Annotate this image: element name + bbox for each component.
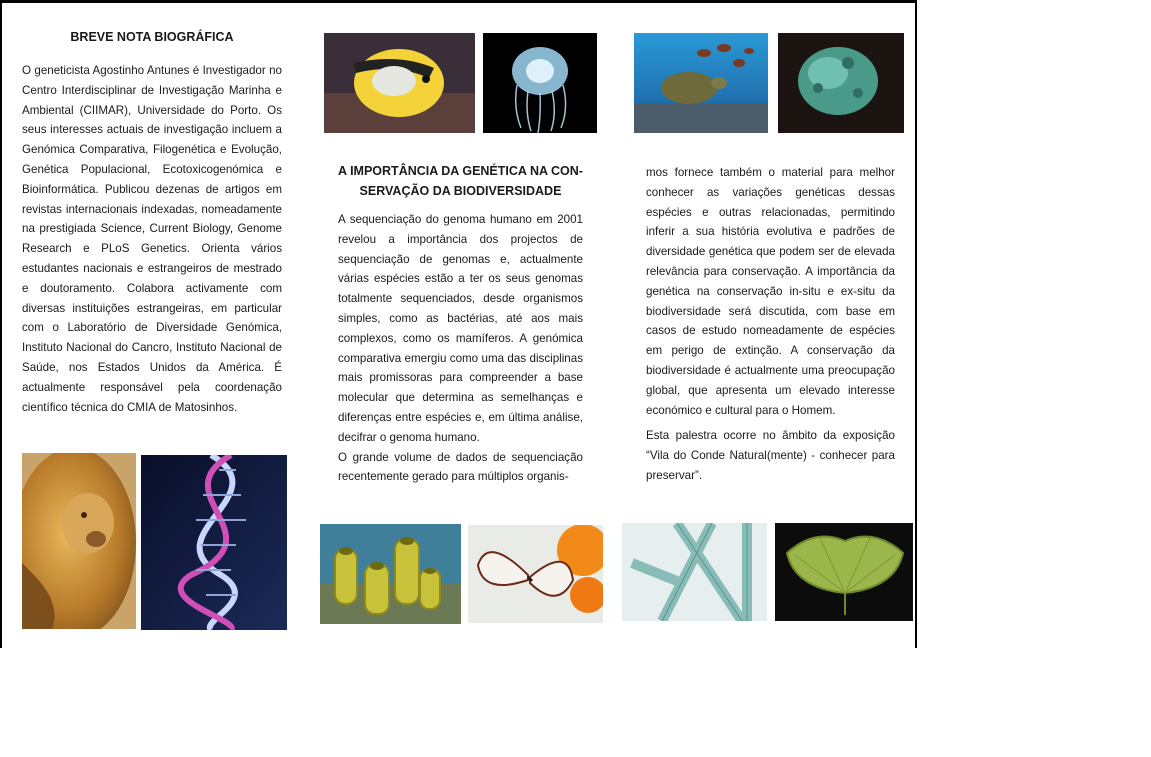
sea-turtle-photo: [634, 33, 768, 133]
article-title-line1: A IMPORTÂNCIA DA GENÉTICA NA CON-: [338, 164, 583, 178]
fish-photo: [324, 33, 475, 133]
ginkgo-leaf-photo: [775, 523, 913, 621]
filamentous-algae-photo: [622, 523, 767, 621]
article-paragraph-3: mos fornece também o material para melhor conhecer as variações genéticas dessas espécies e outras relacionadas, permitindo inferir a sua história evolutiva e padrões de diversidade genética que podem ser de elevada relevância para conservação. A importância da genética na conservação in-situ e ex-situ da biodiversidade será discutida, com base em casos de estudo nomeadamente de espécies em perigo de extinção. A conservação da biodiversidade é actualmente uma preocupação global, que apresenta um elevado interesse económico e cultural para o Homem.: [646, 166, 895, 417]
dna-helix-photo: [141, 455, 287, 630]
article-text-column3: [646, 163, 895, 486]
jellyfish-photo: [483, 33, 597, 133]
biography-title: BREVE NOTA BIOGRÁFICA: [70, 30, 234, 44]
article-title-line2: SERVAÇÃO DA BIODIVERSIDADE: [359, 184, 562, 198]
scorpionfish-photo: [778, 33, 904, 133]
biography-text: O geneticista Agostinho Antunes é Investigador no Centro Interdisciplinar de Investigação Marinha e Ambiental (CIIMAR), Universidade do Porto. Os seus interesses actuais de investigação incluem a Genómica Comparativa, Filogenética e Evolução, Genética Populacional, Ecotoxicogenómica e Bioinformática. Publicou dezenas de artigos em revistas internacionais indexadas, nomeadamente na prestigiada Science, Current Biology, Genome Research e PLoS Genetics. Orienta vários estudantes nacionais e estrangeiros de mestrado e doutoramento. Colabora activamente com diversas instituições estrangeiras, em particular com o Laboratório de Diversidade Genómica, Instituto Nacional do Cancro, Instituto Nacional de Saúde, nos Estados Unidos da América. É actualmente responsável pela coordenação científico técnica do CMIA de Matosinhos.: [22, 64, 282, 414]
article-paragraph-2: O grande volume de dados de sequenciação recentemente gerado para múltiplos organis-: [338, 450, 583, 484]
lion-photo: [22, 453, 136, 629]
article-text-column2: [338, 210, 583, 487]
glasswing-butterfly-photo: [468, 525, 603, 623]
article-title: [338, 161, 583, 201]
sea-sponge-photo: [320, 524, 461, 624]
article-paragraph-1: A sequenciação do genoma humano em 2001 revelou a importância dos projectos de sequenciação de genomas e, actualmente várias espécies estão a ter os seus genomas totalmente sequenciados, desde organismos simples, como as bactérias, até aos mais complexos, como os mamíferos. A genómica comparativa emergiu como uma das disciplinas mais promissoras para compreender a base molecular que determina as semelhanças e diferenças entre espécies e, em última análise, decifrar o genoma humano.: [338, 213, 583, 444]
article-paragraph-4: Esta palestra ocorre no âmbito da exposição “Vila do Conde Natural(mente) - conhecer para preservar”.: [646, 429, 895, 482]
